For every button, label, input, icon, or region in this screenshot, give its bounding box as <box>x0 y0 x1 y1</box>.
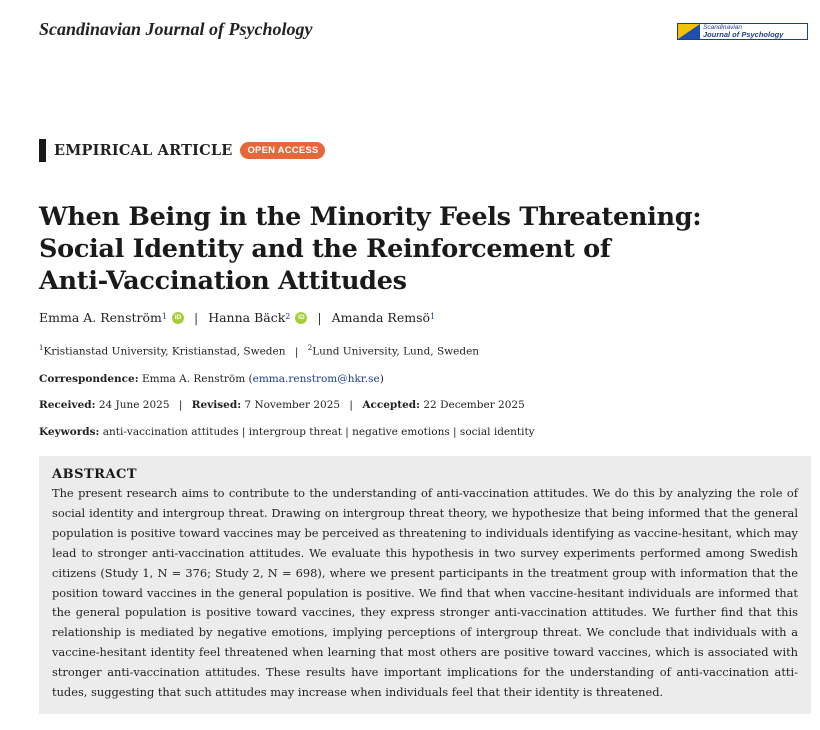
abstract-line: vaccine-hesitant identity feel threatened when learning that most others are positive toward vaccines, which is associated with <box>52 645 798 660</box>
author-list <box>39 310 435 325</box>
journal-name: Scandinavian Journal of Psychology <box>39 19 313 39</box>
abstract-line: lead to stronger anti-vaccination attitudes. We evaluate this hypothesis in two survey experiments performed among Swedish <box>52 545 798 560</box>
article-type: EMPIRICAL ARTICLE <box>54 142 233 159</box>
affiliation-num: 1 <box>39 344 44 352</box>
keywords-text: anti-vaccination attitudes | intergroup threat | negative emotions | social identity <box>102 426 535 438</box>
keywords <box>39 426 535 438</box>
correspondence-email-link[interactable]: emma.renstrom@hkr.se <box>252 373 380 385</box>
title-line: When Being in the Minority Feels Threatening: <box>39 202 702 232</box>
correspondence-name: Emma A. Renström <box>141 373 246 385</box>
orcid-icon[interactable]: iD <box>172 312 184 324</box>
author-separator: | <box>193 310 199 325</box>
abstract-heading: ABSTRACT <box>52 467 138 482</box>
open-access-badge: OPEN ACCESS <box>240 142 325 159</box>
article-dates <box>39 399 525 411</box>
affiliation-text: Lund University, Lund, Sweden <box>312 345 480 358</box>
keywords-label: Keywords: <box>39 426 100 438</box>
correspondence: Correspondence: Emma A. Renström (emma.renstrom@hkr.se) <box>39 373 384 385</box>
journal-logo[interactable] <box>677 23 808 40</box>
logo-line2: Journal of Psychology <box>703 30 784 39</box>
affiliation-num: 2 <box>307 344 313 352</box>
abstract-line: stronger anti-vaccination attitudes. These results have important implications for the understanding of anti-vaccination atti- <box>52 665 798 680</box>
abstract-line: citizens (Study 1, N = 376; Study 2, N = 698), where we present participants in the treatment group with information that the <box>52 565 798 580</box>
revised-label: Revised: <box>191 399 242 411</box>
accepted-label: Accepted: <box>362 399 421 411</box>
orcid-icon[interactable]: iD <box>295 312 307 324</box>
received-date: 24 June 2025 <box>98 399 170 411</box>
affiliation-text: Kristianstad University, Kristianstad, Sweden <box>43 345 286 358</box>
article-type-row <box>39 139 325 162</box>
flag-icon <box>678 24 700 39</box>
abstract-line: The present research aims to contribute to the understanding of anti-vaccination attitudes. We do this by analyzing the role of <box>52 486 798 500</box>
title-line: Anti-Vaccination Attitudes <box>39 266 407 296</box>
author-separator: | <box>317 310 322 325</box>
revised-date: 7 November 2025 <box>244 399 341 411</box>
author-name[interactable]: Hanna Bäck <box>208 310 286 325</box>
logo-line1: Scandinavian <box>703 24 743 31</box>
abstract-line: the general population is positive toward vaccines, they express stronger anti-vaccination attitudes. We further find that this <box>52 605 798 620</box>
title-line: Social Identity and the Reinforcement of <box>39 234 611 264</box>
received-label: Received: <box>39 399 96 411</box>
affiliation-ref[interactable]: 2 <box>285 312 291 321</box>
date-separator: | <box>349 399 353 411</box>
affiliation-ref[interactable]: 1 <box>430 312 436 321</box>
author-name[interactable]: Emma A. Renström <box>39 310 162 325</box>
article-title <box>39 201 702 297</box>
abstract-line: relationship is mediated by negative emotions, implying perceptions of intergroup threat. We conclude that individuals with a <box>52 625 798 640</box>
affiliation-ref[interactable]: 1 <box>161 312 167 321</box>
abstract-line: social identity and intergroup threat. Drawing on intergroup threat theory, we hypothesize that being informed that the general <box>52 505 798 520</box>
abstract-line: tudes, suggesting that such attitudes may increase when individuals feel that their identity is threatened. <box>52 685 664 700</box>
accepted-date: 22 December 2025 <box>423 399 525 411</box>
affiliation-separator: | <box>294 345 299 358</box>
affiliations <box>39 344 479 358</box>
article-type-bar <box>39 139 46 162</box>
abstract-line: population is positive toward vaccines may be perceived as threatening to individuals identifying as vaccine-hesitant, which may <box>52 525 798 540</box>
author-name[interactable]: Amanda Remsö <box>331 310 431 325</box>
date-separator: | <box>178 399 183 411</box>
abstract-box <box>39 456 811 714</box>
abstract-text <box>52 484 798 703</box>
correspondence-label: Correspondence: <box>39 373 139 385</box>
abstract-line: position toward vaccines in the general population is positive. We find that when vaccine-hesitant individuals are informed that <box>52 585 798 600</box>
